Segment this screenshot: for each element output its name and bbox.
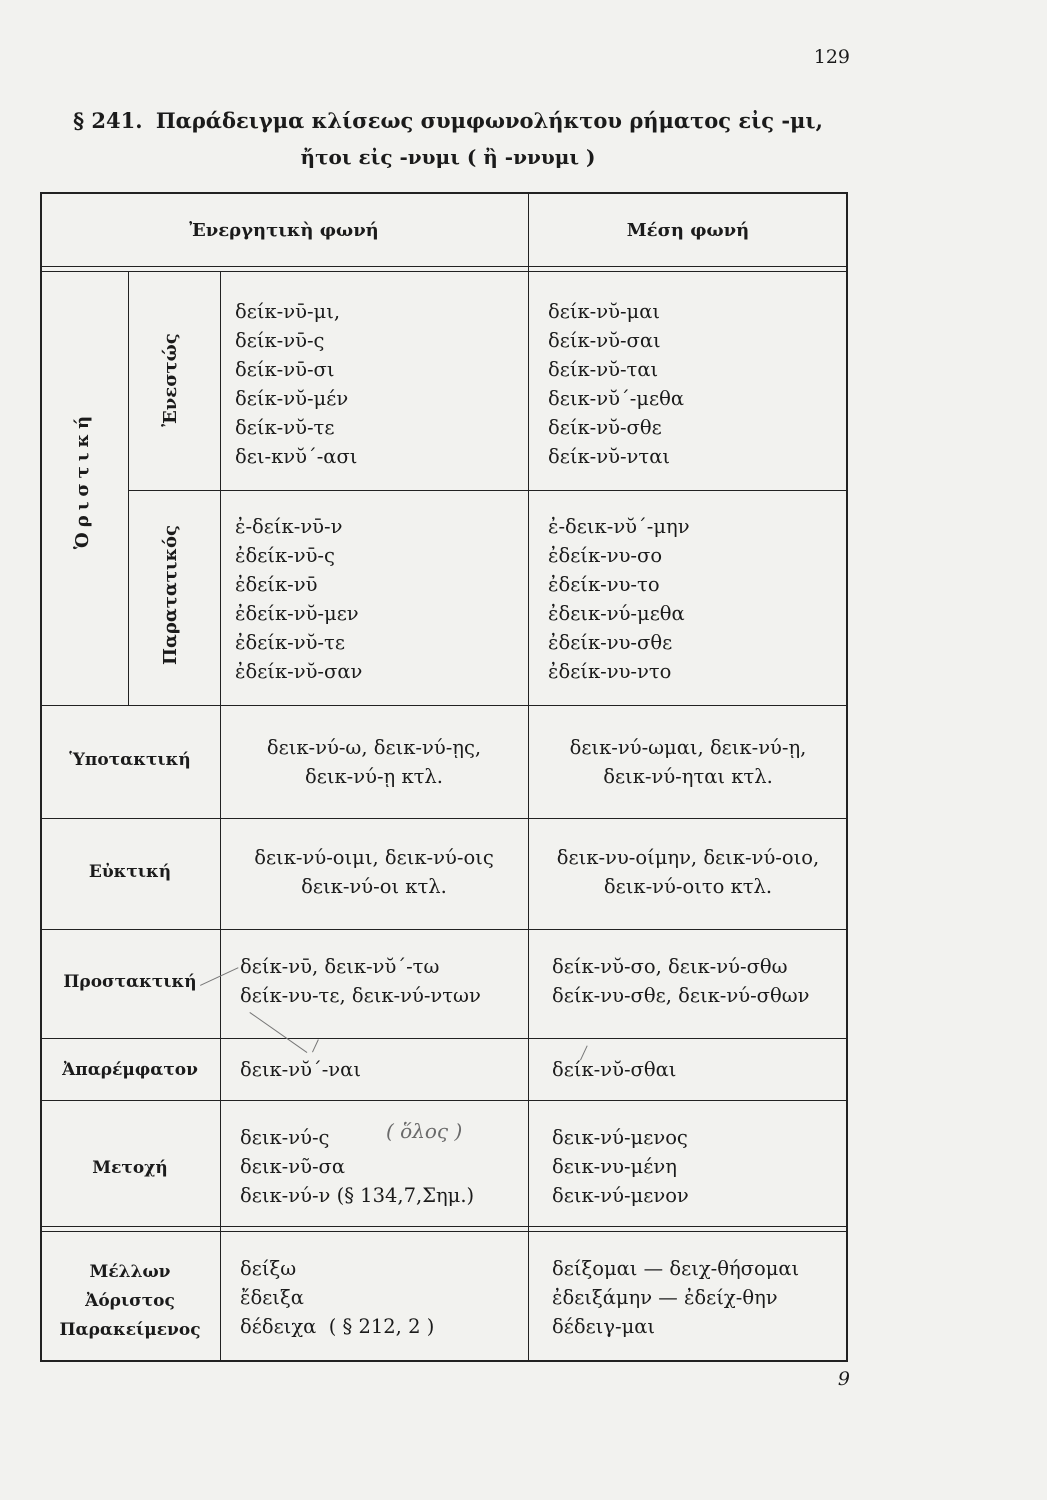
subjunctive-middle-line-2: δεικ-νύ-ηται κτλ.	[603, 765, 773, 788]
handwritten-note: ( ὅλος )	[386, 1119, 463, 1143]
imperative-active-forms	[240, 952, 481, 1010]
subjunctive-middle-line-1: δεικ-νύ-ωμαι, δεικ-νύ-ῃ,	[569, 736, 807, 759]
imperative-active-line-1: δείκ-νῡ, δεικ-νῠ΄-τω	[240, 955, 440, 978]
label-imperfect: Παρατατικός	[160, 525, 181, 665]
label-optative: Εὐκτική	[88, 862, 172, 882]
label-other-tenses	[40, 1258, 220, 1345]
imperative-middle-forms	[552, 952, 809, 1010]
section-heading-line-2: ἤτοι εἰς -νυμι ( ἢ -ννυμι )	[300, 145, 596, 169]
present-middle-forms: δείκ-νῠ-μαι δείκ-νῠ-σαι δείκ-νῠ-ται δεικ-νῠ΄-μεθα δείκ-νῠ-σθε δείκ-νῠ-νται	[548, 300, 684, 468]
rule-participle-bottom-double	[40, 1231, 848, 1232]
rule-subjunctive-bottom	[40, 818, 848, 819]
participle-middle-line-1: δεικ-νύ-μενος	[552, 1126, 688, 1149]
infinitive-middle-form: δείκ-νῠ-σθαι	[552, 1058, 677, 1081]
future-middle-form: δείξομαι — δειχ-θήσομαι	[552, 1257, 800, 1280]
rule-indicative-bottom	[40, 705, 848, 706]
optative-middle-forms	[528, 843, 848, 901]
section-heading-line-1	[68, 108, 828, 133]
label-present: Ἐνεστώς	[160, 333, 181, 427]
perfect-active-form: δέδειχα ( § 212, 2 )	[240, 1315, 435, 1338]
infinitive-active-form: δεικ-νῠ΄-ναι	[240, 1058, 361, 1081]
future-active-form: δείξω	[240, 1257, 297, 1280]
label-subjunctive: Ὑποτακτική	[69, 750, 191, 770]
participle-active-line-3: δεικ-νύ-ν (§ 134,7,Σημ.)	[240, 1184, 475, 1207]
label-perfect: Παρακείμενος	[59, 1320, 201, 1340]
participle-active-line-1: δεικ-νύ-ς	[240, 1126, 330, 1149]
header-active-voice: Ἐνεργητικὴ φωνή	[189, 220, 379, 241]
participle-active-line-2: δεικ-νῦ-σα	[240, 1155, 346, 1178]
optative-active-line-1: δεικ-νύ-οιμι, δεικ-νύ-οις	[254, 846, 494, 869]
imperative-middle-line-2: δείκ-νυ-σθε, δεικ-νύ-σθων	[552, 984, 810, 1007]
optative-middle-line-1: δεικ-νυ-οίμην, δεικ-νύ-οιο,	[556, 846, 820, 869]
label-imperative: Προστακτική	[63, 972, 197, 992]
section-number: § 241.	[73, 108, 143, 133]
participle-middle-line-3: δεικ-νύ-μενον	[552, 1184, 689, 1207]
rule-infinitive-bottom	[40, 1100, 848, 1101]
rule-optative-bottom	[40, 929, 848, 930]
rule-header-bottom-double	[40, 271, 848, 272]
section-title: Παράδειγμα κλίσεως συμφωνολήκτου ρήματος εἰς -μι,	[155, 108, 823, 133]
header-middle-voice: Μέση φωνή	[626, 220, 750, 241]
label-future: Μέλλων	[89, 1262, 171, 1282]
signature-number: 9	[837, 1368, 850, 1390]
rule-participle-bottom	[40, 1226, 848, 1227]
label-indicative: Ὁριστική	[72, 410, 93, 550]
rule-present-imperfect	[128, 490, 848, 491]
aorist-middle-form: ἐδειξάμην — ἐδείχ-θην	[552, 1286, 778, 1309]
optative-active-line-2: δεικ-νύ-οι κτλ.	[301, 875, 447, 898]
page-number: 129	[813, 46, 850, 68]
subjunctive-active-line-2: δεικ-νύ-ῃ κτλ.	[305, 765, 443, 788]
other-tenses-active-forms	[240, 1254, 434, 1341]
rule-header-bottom	[40, 266, 848, 267]
optative-middle-line-2: δεικ-νύ-οιτο κτλ.	[603, 875, 773, 898]
imperative-active-line-2: δείκ-νυ-τε, δεικ-νύ-ντων	[240, 984, 481, 1007]
subjunctive-middle-forms	[528, 733, 848, 791]
subjunctive-active-line-1: δεικ-νύ-ω, δεικ-νύ-ῃς,	[266, 736, 482, 759]
present-active-forms: δείκ-νῡ-μι, δείκ-νῡ-ς δείκ-νῡ-σι δείκ-νῠ-μέν δείκ-νῠ-τε δει-κνῠ΄-ασι	[235, 300, 358, 468]
rule-label-column	[220, 271, 221, 1362]
participle-middle-line-2: δεικ-νυ-μένη	[552, 1155, 677, 1178]
imperfect-active-forms: ἐ-δείκ-νῡ-ν ἐδείκ-νῡ-ς ἐδείκ-νῡ ἐδείκ-νῠ-μεν ἐδείκ-νῠ-τε ἐδείκ-νῠ-σαν	[235, 515, 363, 683]
optative-active-forms	[220, 843, 528, 901]
rule-imperative-bottom	[40, 1038, 848, 1039]
subjunctive-active-forms	[220, 733, 528, 791]
other-tenses-middle-forms	[552, 1254, 799, 1341]
aorist-active-form: ἔδειξα	[240, 1286, 304, 1309]
imperfect-middle-forms: ἐ-δεικ-νῠ΄-μην ἐδείκ-νυ-σο ἐδείκ-νυ-το ἐδεικ-νύ-μεθα ἐδείκ-νυ-σθε ἐδείκ-νυ-ντο	[548, 515, 690, 683]
label-infinitive: Ἀπαρέμφατον	[62, 1060, 198, 1080]
rule-indicative-inner	[128, 271, 129, 705]
label-participle: Μετοχή	[92, 1158, 168, 1178]
imperative-middle-line-1: δείκ-νῠ-σο, δεικ-νύ-σθω	[552, 955, 788, 978]
perfect-middle-form: δέδειγ-μαι	[552, 1315, 656, 1338]
label-aorist: Ἀόριστος	[85, 1291, 175, 1311]
participle-middle-forms	[552, 1123, 689, 1210]
